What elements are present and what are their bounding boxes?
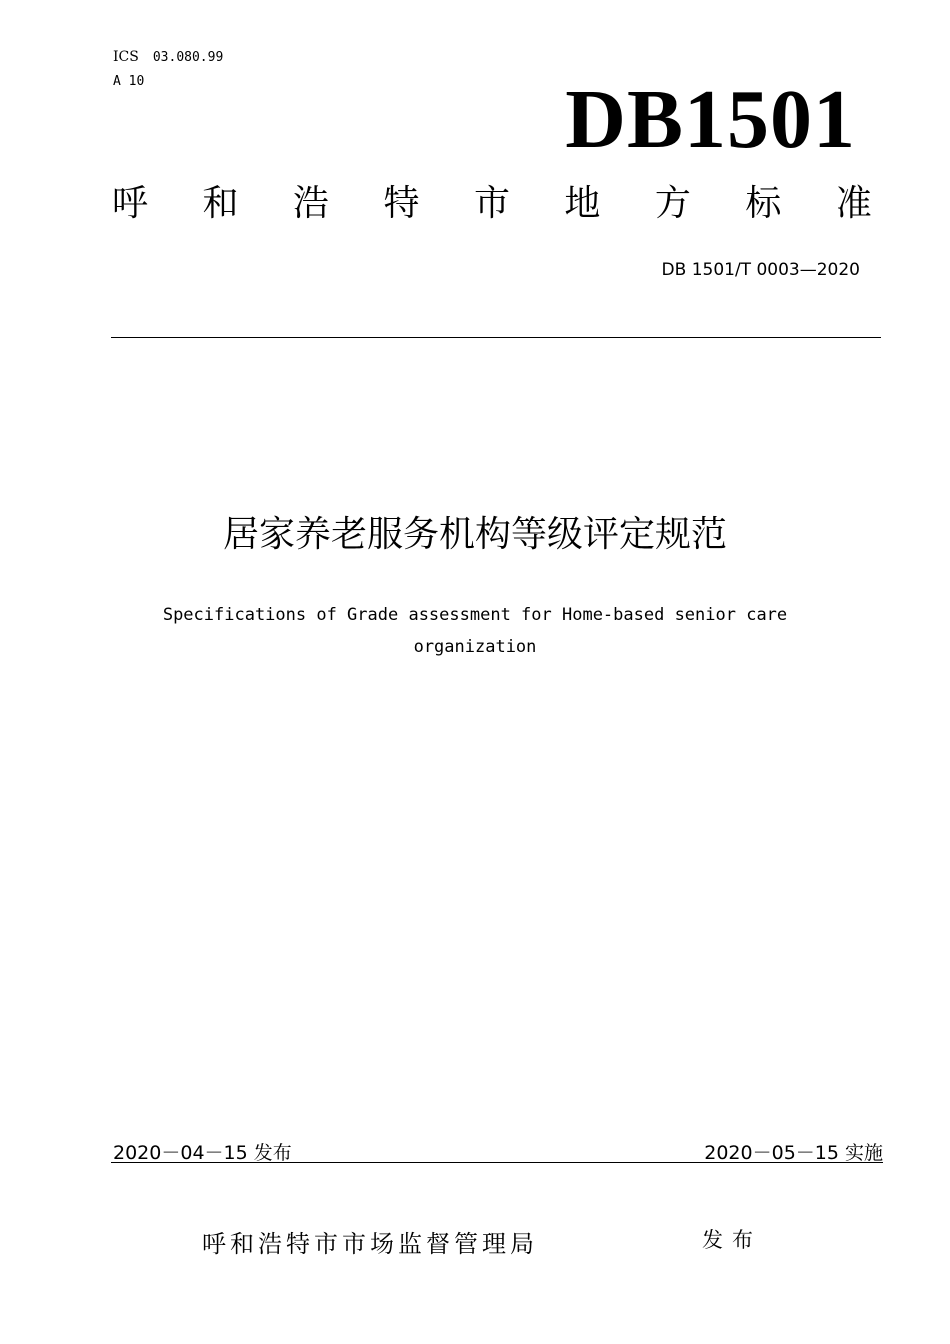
ics-label: ICS <box>113 49 139 65</box>
standard-type-char: 地 <box>564 183 601 224</box>
standard-type-char: 市 <box>473 183 510 224</box>
english-title-line-1: Specifications of Grade assessment for Home-based senior care <box>162 605 788 625</box>
ics-code: 03.080.99 <box>152 50 224 65</box>
top-divider <box>111 337 881 338</box>
ccs-code: A 10 <box>113 74 145 89</box>
standard-type-char: 准 <box>835 183 872 224</box>
standard-type-char: 和 <box>202 183 239 224</box>
standard-type-char: 浩 <box>292 183 329 224</box>
db-code: DB1501 <box>565 73 856 166</box>
document-title-chinese: 居家养老服务机构等级评定规范 <box>222 514 727 555</box>
standard-type-char: 标 <box>745 183 782 224</box>
implementation-date: 2020－05－15 实施 <box>704 1142 883 1164</box>
english-title-line-2: organization <box>413 637 537 657</box>
bottom-divider <box>111 1162 883 1163</box>
standard-type <box>112 183 872 224</box>
ics-classification <box>113 49 223 65</box>
standard-type-char: 呼 <box>112 183 149 224</box>
issuing-authority: 呼和浩特市市场监督管理局 <box>202 1230 538 1258</box>
publish-label: 发布 <box>702 1228 762 1252</box>
document-title-english <box>110 599 840 663</box>
standard-type-char: 特 <box>383 183 420 224</box>
standard-number: DB 1501/T 0003—2020 <box>661 260 860 280</box>
standard-type-char: 方 <box>654 183 691 224</box>
issue-date: 2020－04－15 发布 <box>113 1142 292 1164</box>
